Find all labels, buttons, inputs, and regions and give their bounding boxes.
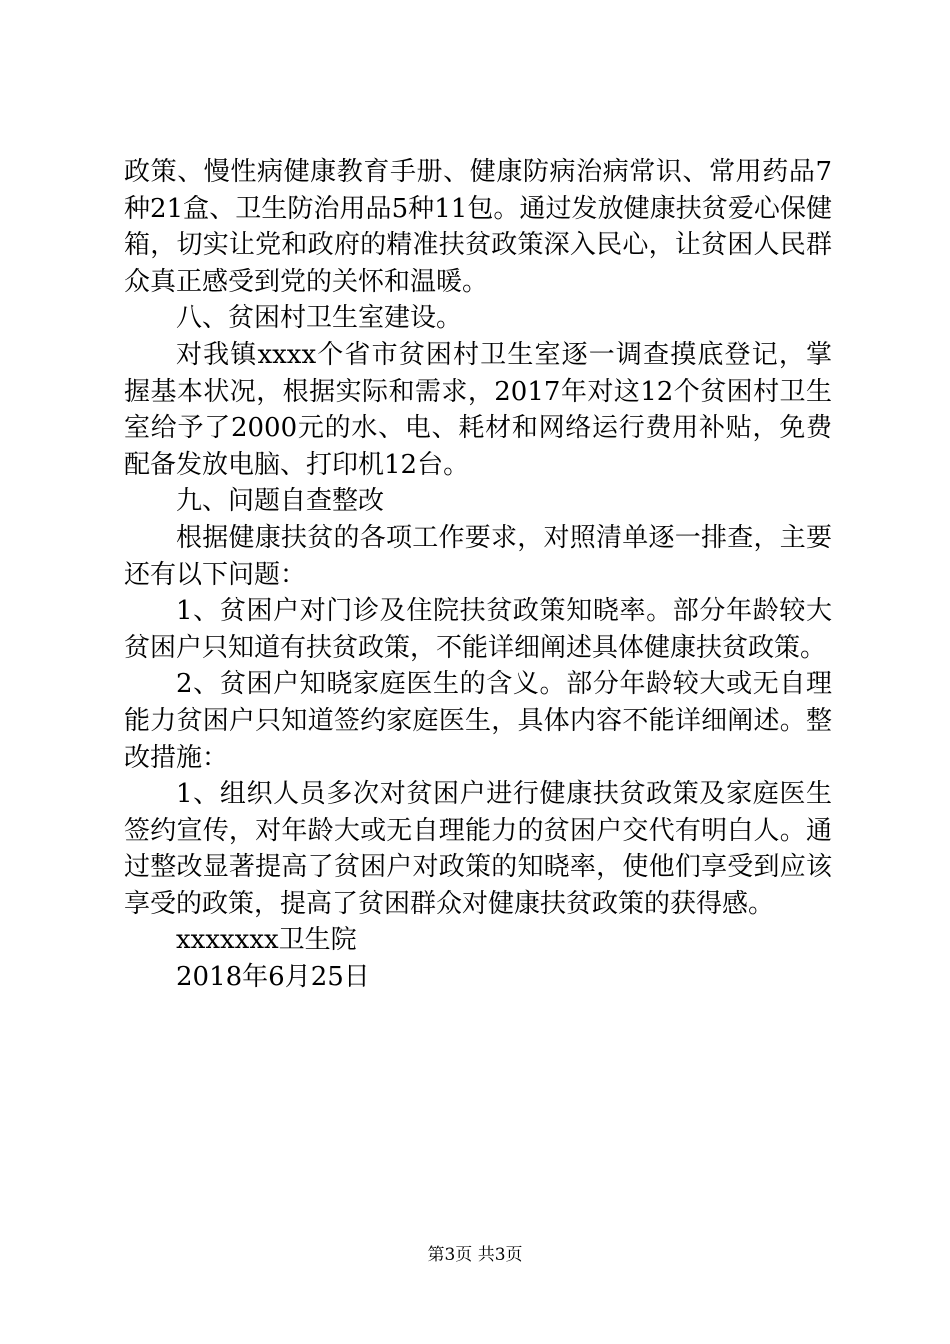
paragraph-issue-1: 1、贫困户对门诊及住院扶贫政策知晓率。部分年龄较大贫困户只知道有扶贫政策，不能详细阐述具体健康扶贫政策。: [124, 596, 832, 663]
paragraph-continuation: 政策、慢性病健康教育手册、健康防病治病常识、常用药品7种21盒、卫生防治用品5种11包。通过发放健康扶贫爱心保健箱，切实让党和政府的精准扶贫政策深入民心，让贫困人民群众真正感受到党的关怀和温暖。: [124, 157, 832, 297]
page-footer: 第3页 共3页: [427, 1245, 523, 1265]
paragraph-clinic-construction: 对我镇xxxx个省市贫困村卫生室逐一调查摸底登记，掌握基本状况，根据实际和需求，2017年对这12个贫困村卫生室给予了2000元的水、电、耗材和网络运行费用补贴，免费配备发放电脑、打印机12台。: [124, 339, 832, 480]
section-heading-9: 九、问题自查整改: [176, 486, 385, 517]
paragraph-self-inspection: 根据健康扶贫的各项工作要求，对照清单逐一排查，主要还有以下问题：: [124, 522, 832, 590]
section-heading-8: 八、贫困村卫生室建设。: [176, 303, 463, 334]
signature-date: 2018年6月25日: [176, 962, 370, 993]
paragraph-measure-1: 1、组织人员多次对贫困户进行健康扶贫政策及家庭医生签约宣传，对年龄大或无自理能力的贫困户交代有明白人。通过整改显著提高了贫困户对政策的知晓率，使他们享受到应该享受的政策，提高了贫困群众对健康扶贫政策的获得感。: [124, 779, 832, 919]
paragraph-issue-2: 2、贫困户知晓家庭医生的含义。部分年龄较大或无自理能力贫困户只知道签约家庭医生，具体内容不能详细阐述。整改措施：: [124, 669, 832, 773]
signature-organization: xxxxxxx卫生院: [176, 925, 357, 956]
document-body: [124, 154, 832, 996]
